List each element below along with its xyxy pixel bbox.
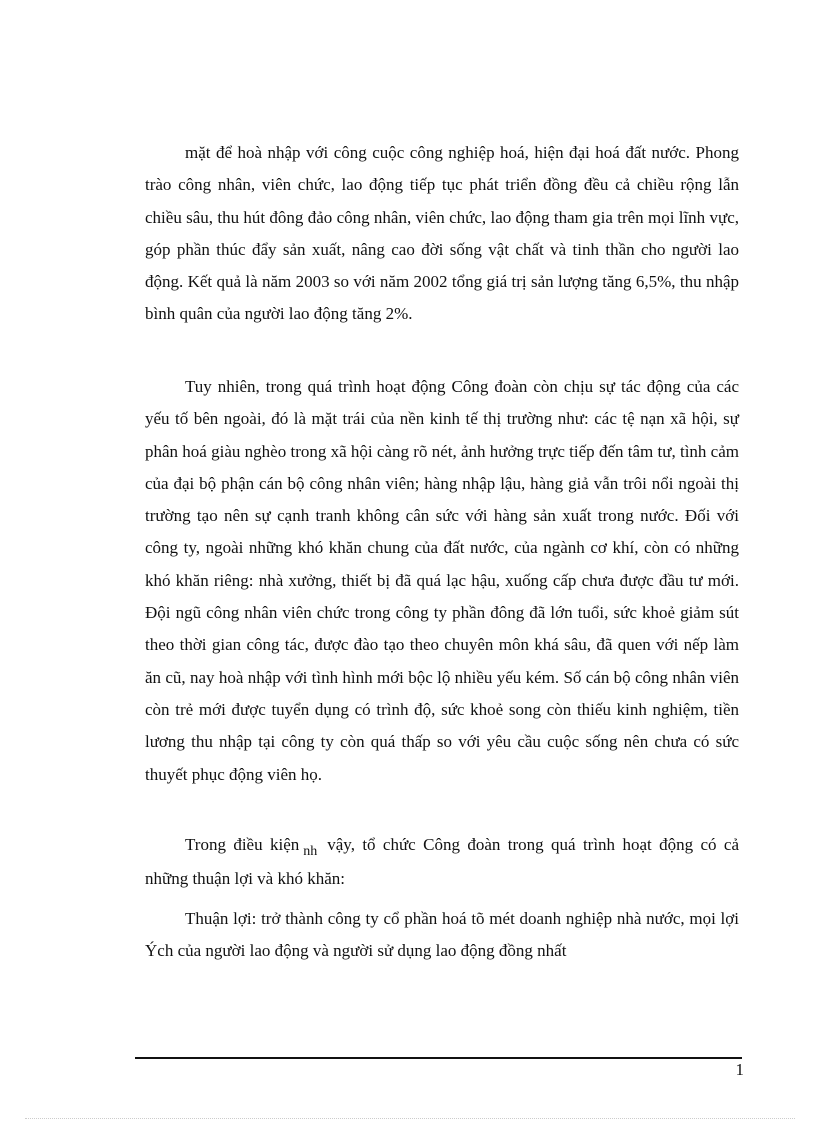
paragraph-1 <box>145 137 739 331</box>
paragraph-3-text <box>145 829 739 896</box>
paragraph-3-after: vậy, tổ chức Công đoàn trong quá trình hoạt động có cả những thuận lợi và khó khăn: <box>145 835 739 889</box>
paragraph-4-text: Thuận lợi: trở thành công ty cổ phần hoá tõ mét doanh nghiệp nhà nước, mọi lợi Ých của người lao động và người sử dụng lao động đồng nhất <box>145 909 739 961</box>
paragraph-3-subscript: nh <box>303 844 318 859</box>
page-number: 1 <box>735 1060 744 1079</box>
footer-rule <box>135 1057 742 1059</box>
page-bottom-border <box>25 1118 795 1119</box>
paragraph-3-before: Trong điều kiện <box>185 835 300 854</box>
paragraph-3 <box>145 829 739 896</box>
paragraph-1-text: mặt để hoà nhập với công cuộc công nghiệp hoá, hiện đại hoá đất nước. Phong trào công nhân, viên chức, lao động tiếp tục phát triển đồng đều cả chiều rộng lẫn chiều sâu, thu hút đông đảo công nhân, viên chức, lao động tham gia trên mọi lĩnh vực, góp phần thúc đẩy sản xuất, nâng cao đời sống vật chất và tinh thần cho người lao động. Kết quả là năm 2003 so với năm 2002 tổng giá trị sản lượng tăng 6,5%, thu nhập bình quân của người lao động tăng 2%. <box>145 143 739 324</box>
paragraph-4 <box>145 903 739 968</box>
paragraph-2 <box>145 371 739 791</box>
paragraph-2-text: Tuy nhiên, trong quá trình hoạt động Công đoàn còn chịu sự tác động của các yếu tố bên ngoài, đó là mặt trái của nền kinh tế thị trường như: các tệ nạn xã hội, sự phân hoá giàu nghèo trong xã hội càng rõ nét, ảnh hưởng trực tiếp đến tâm tư, tình cảm của đại bộ phận cán bộ công nhân viên; hàng nhập lậu, hàng giả vẫn trôi nổi ngoài thị trường tạo nên sự cạnh tranh không cân sức với hàng sản xuất trong nước. Đối với công ty, ngoài những khó khăn chung của đất nước, của ngành cơ khí, còn có những khó khăn riêng: nhà xưởng, thiết bị đã quá lạc hậu, xuống cấp chưa được đầu tư mới. Đội ngũ công nhân viên chức trong công ty phần đông đã lớn tuổi, sức khoẻ giảm sút theo thời gian công tác, được đào tạo theo chuyên môn khá sâu, đã quen với nếp làm ăn cũ, nay hoà nhập với tình hình mới bộc lộ nhiều yếu kém. Số cán bộ công nhân viên còn trẻ mới được tuyển dụng có trình độ, sức khoẻ song còn thiếu kinh nghiệm, tiền lương thu nhập tại công ty còn quá thấp so với yêu cầu cuộc sống nên chưa có sức thuyết phục động viên họ. <box>145 377 739 784</box>
